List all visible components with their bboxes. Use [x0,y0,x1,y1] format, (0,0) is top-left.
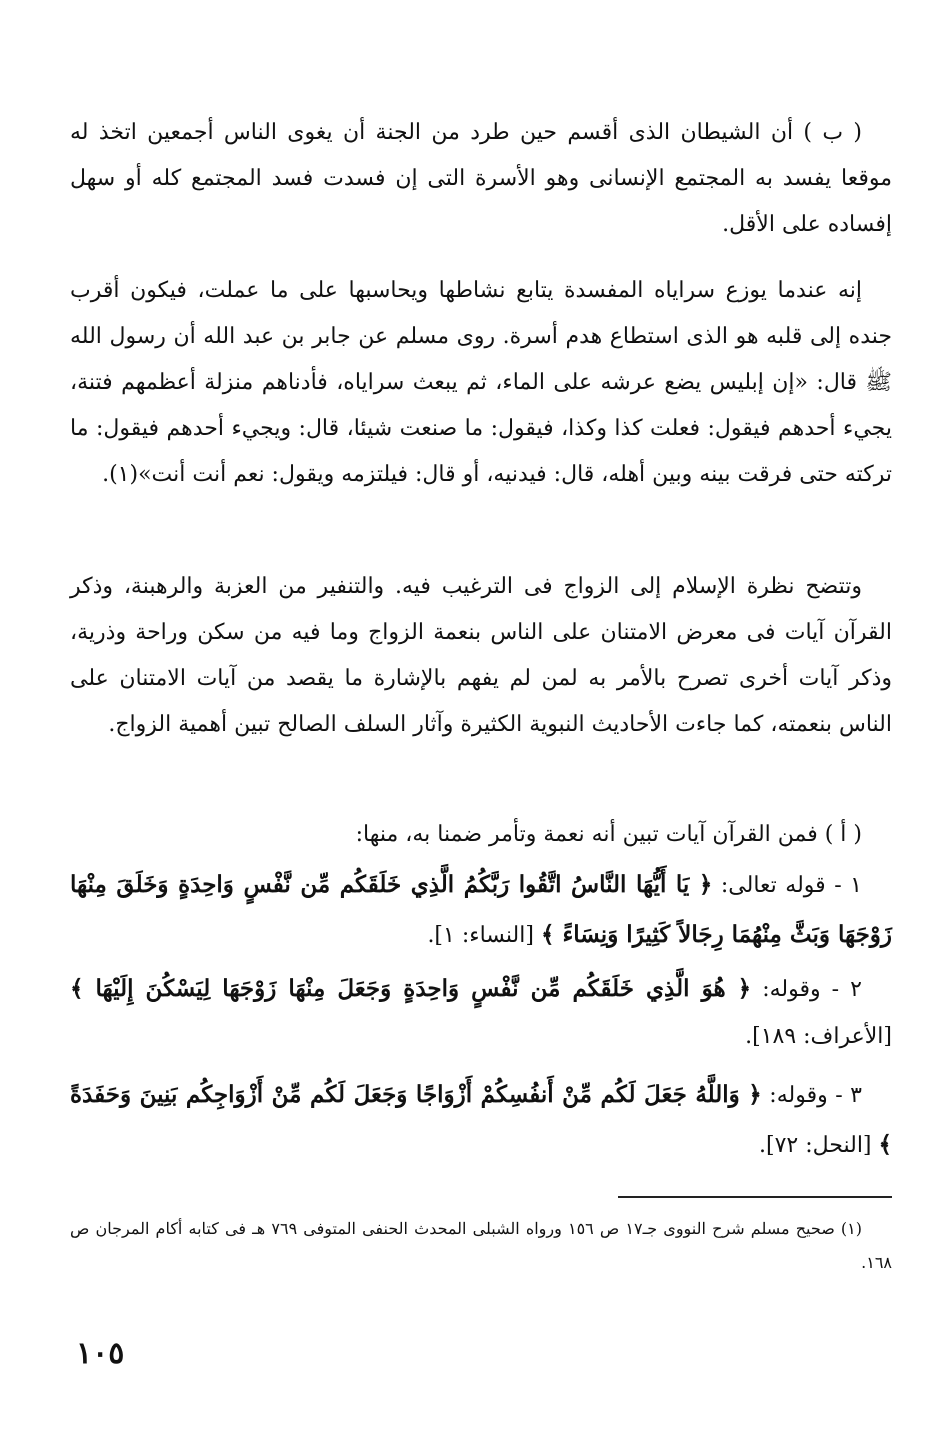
page-number: ١٠٥ [76,1336,125,1371]
paragraph-islam-marriage [70,564,892,748]
quran-verse: ﴿ وَاللَّهُ جَعَلَ لَكُم مِّنْ أَنفُسِكُمْ أَزْوَاجًا وَجَعَلَ لَكُم مِّنْ أَزْوَاجِكُم بَنِينَ وَحَفَدَةً ﴾ [70,1081,892,1158]
paragraph-text: ( أ ) فمن القرآن آيات تبين أنه نعمة وتأمر ضمنا به، منها: [355,822,862,847]
verse-item-2 [70,964,892,1060]
paragraph-hadith-iblis [70,268,892,498]
paragraph-text: وتتضح نظرة الإسلام إلى الزواج فى الترغيب فيه. والتنفير من العزبة والرهبنة، وذكر القرآن آيات فى معرض الامتنان على الناس بنعمة الزواج وما فيه من سكن وراحة وذرية، وذكر آيات أخرى تصرح بالأمر به لمن لم يفهم بالإشارة ما يقصد من آيات الامتنان على الناس بنعمته، كما جاءت الأحاديث النبوية الكثيرة وآثار السلف الصالح تبين أهمية الزواج. [70,574,892,737]
footnote [70,1212,892,1280]
footnote-text: (١) صحيح مسلم شرح النووى جـ١٧ ص ١٥٦ ورواه الشبلى المحدث الحنفى المتوفى ٧٦٩ هـ فى كتابه أكام المرجان ص ١٦٨. [70,1219,892,1272]
footnote-separator [618,1196,892,1198]
paragraph-quran-intro [70,812,892,858]
verse-intro: ٣ - وقوله: [769,1083,862,1108]
verse-reference: [النساء: ١]. [427,923,534,948]
paragraph-text: إنه عندما يوزع سراياه المفسدة يتابع نشاطها ويحاسبها على ما عملت، فيكون أقرب جنده إلى قلبه هو الذى استطاع هدم أسرة. روى مسلم عن جابر بن عبد الله أن رسول الله ﷺ قال: «إن إبليس يضع عرشه على الماء، ثم يبعث سراياه، فأدناهم منزلة أعظمهم فتنة، يجيء أحدهم فيقول: فعلت كذا وكذا، فيقول: ما صنعت شيئا، قال: ويجيء أحدهم فيقول: ما تركته حتى فرقت بينه وبين أهله، قال: فيدنيه، أو قال: فيلتزمه ويقول: نعم أنت أنت»(١). [70,278,892,487]
verse-item-3 [70,1070,892,1170]
verse-item-1 [70,860,892,960]
verse-intro: ١ - قوله تعالى: [720,873,862,898]
verse-intro: ٢ - وقوله: [762,977,862,1002]
paragraph-satan-family [70,110,892,248]
verse-reference: [الأعراف: ١٨٩]. [745,1024,892,1049]
verse-reference: [النحل: ٧٢]. [758,1133,872,1158]
quran-verse: ﴿ يَا أَيُّهَا النَّاسُ اتَّقُوا رَبَّكُمُ الَّذِي خَلَقَكُم مِّن نَّفْسٍ وَاحِدَةٍ وَخَلَقَ مِنْهَا زَوْجَهَا وَبَثَّ مِنْهُمَا رِجَالاً كَثِيرًا وَنِسَاءً ﴾ [70,871,892,948]
paragraph-text: ( ب ) أن الشيطان الذى أقسم حين طرد من الجنة أن يغوى الناس أجمعين اتخذ له موقعا يفسد به المجتمع الإنسانى وهو الأسرة التى إن فسدت فسد المجتمع كله أو سهل إفساده على الأقل. [70,120,892,237]
quran-verse: ﴿ هُوَ الَّذِي خَلَقَكُم مِّن نَّفْسٍ وَاحِدَةٍ وَجَعَلَ مِنْهَا زَوْجَهَا لِيَسْكُنَ إِلَيْهَا ﴾ [70,975,752,1002]
